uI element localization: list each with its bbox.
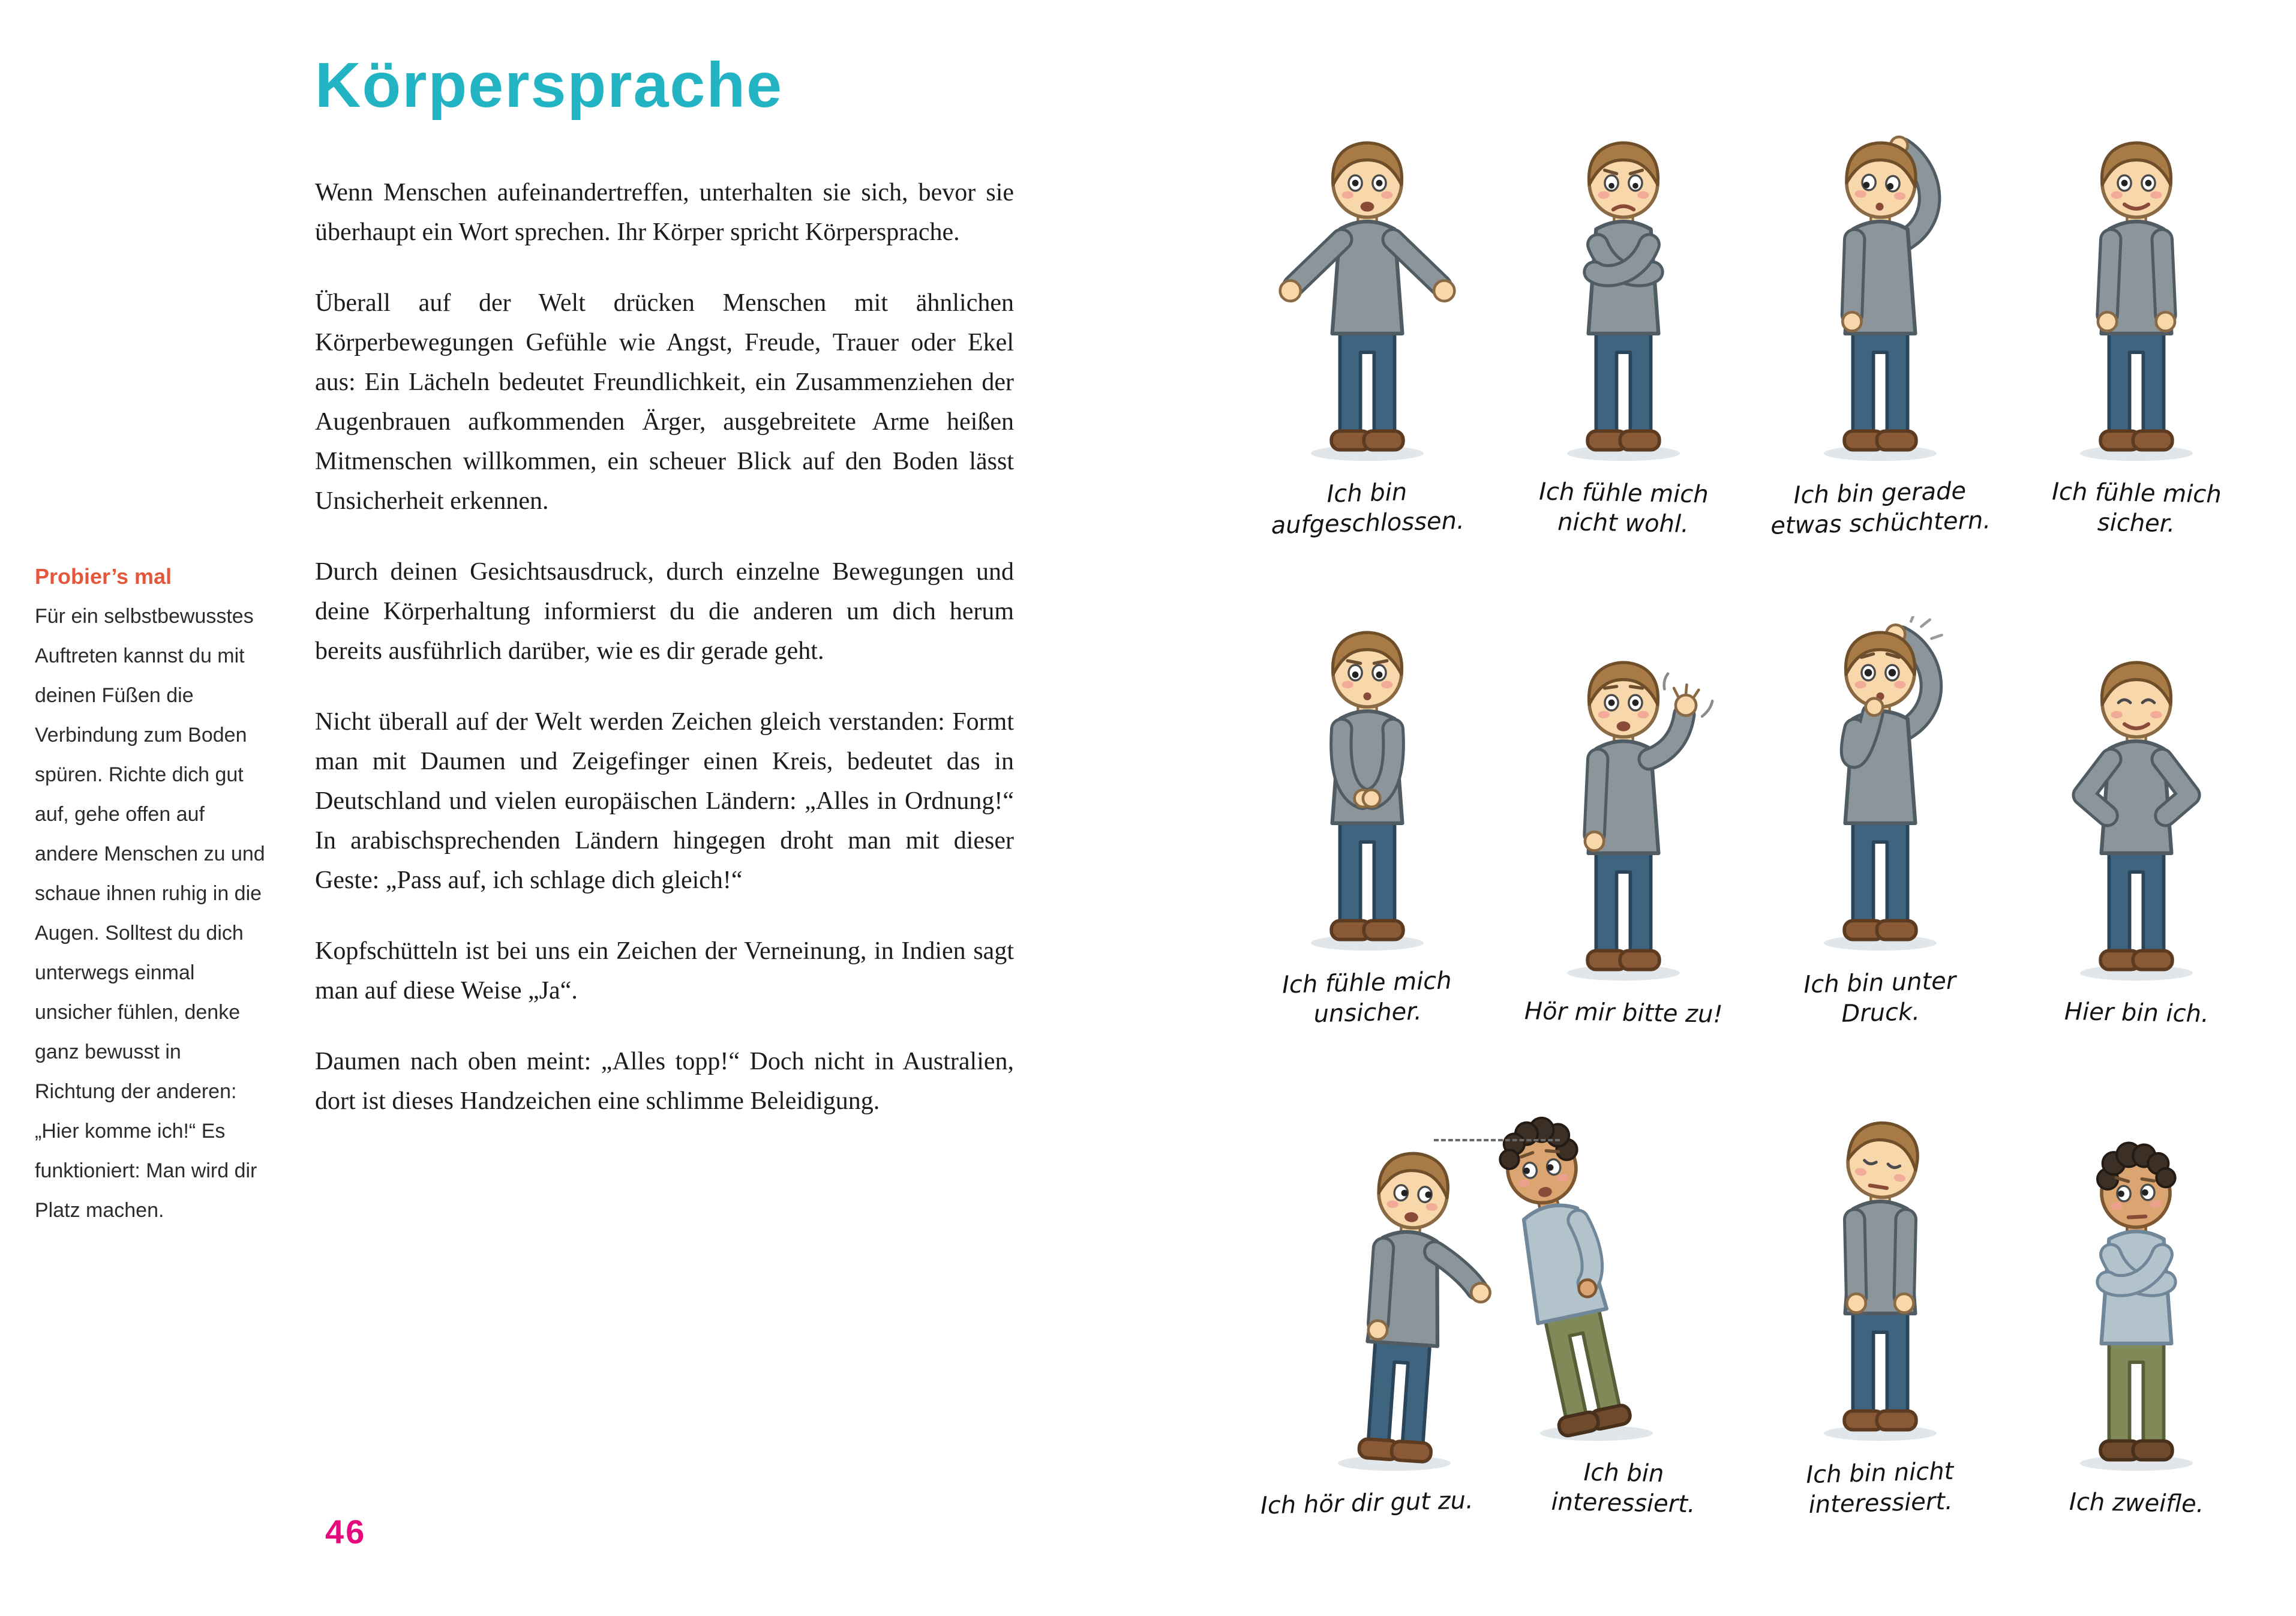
sidebar-tip-title: Probier’s mal: [35, 564, 172, 589]
illustration-cell: [1755, 556, 2006, 1029]
article-paragraph: Wenn Menschen aufeinandertreffen, unterhalten sie sich, bevor sie überhaupt ein Wort sprechen. Ihr Körper spricht Körpersprache.: [315, 179, 1014, 246]
illustration-caption: Hör mir bitte zu!: [1524, 997, 1723, 1029]
illustration-caption: Hier bin ich.: [2064, 998, 2209, 1029]
figure-under-pressure-illustration: [1778, 616, 1983, 958]
illustration-cell: [2012, 66, 2262, 538]
sidebar-tip-text: Für ein selbstbewusstes Auftreten kannst du mit deinen Füßen die Verbindung zum Boden spüren. Richte dich gut auf, gehe offen auf andere Menschen zu und schaue ihnen ruhig in die Augen. Solltest du dich unterwegs einmal unsicher fühlen, denke ganz bewusst in Richtung der anderen: „Hier komme ich!“ Es funktioniert: Man wird dir Platz machen.: [35, 605, 265, 1222]
illustration-cell: [1499, 556, 1749, 1029]
article-paragraph: Überall auf der Welt drücken Menschen mit ähnlichen Körperbewegungen Gefühle wie Angst, Freude, Trauer oder Ekel aus: Ein Lächeln bedeutet Freundlichkeit, ein Zusammenziehen der Augenbrauen aufkommenden Ärger, ausgebreitete Arme heißen Mitmenschen willkommen, ein scheuer Blick auf den Boden lässt Unsicherheit erkennen.: [315, 289, 1014, 515]
illustration-caption: Ich bin gerade etwas schüchtern.: [1770, 476, 1991, 540]
illustration-cell: [2012, 556, 2262, 1029]
page-title: Körpersprache: [315, 50, 784, 121]
illustration-caption: Ich fühle mich nicht wohl.: [1539, 478, 1709, 538]
figure-arms-crossed-unwell-illustration: [1521, 127, 1726, 469]
article-body: [315, 173, 1014, 1152]
figure-not-interested-illustration: [1778, 1107, 1983, 1449]
article-paragraph: Daumen nach oben meint: „Alles topp!“ Doch nicht in Australien, dort ist dieses Handzeichen eine schlimme Beleidigung.: [315, 1048, 1014, 1115]
gaze-dotted-line: [1434, 1139, 1560, 1141]
article-paragraph: Kopfschütteln ist bei uns ein Zeichen der Verneinung, in Indien sagt man auf diese Weise „Ja“.: [315, 937, 1014, 1005]
illustration-cell: [1242, 66, 1493, 538]
figure-talking-illustration: [1292, 1137, 1497, 1479]
figure-hands-on-hips-illustration: [2034, 646, 2239, 988]
figure-shy-illustration: [1778, 127, 1983, 469]
illustration-cell: [1499, 1046, 1749, 1518]
illustration-grid: [1242, 66, 2262, 1518]
illustration-caption: Ich bin nicht interessiert.: [1805, 1457, 1954, 1519]
illustration-cell: [1755, 66, 2006, 538]
article-paragraph: Nicht überall auf der Welt werden Zeichen gleich verstanden: Formt man mit Daumen und Zeigefinger einen Kreis, bedeutet das in Deutschland und vielen europäischen Ländern: „Alles in Ordnung!“ In arabischsprechenden Ländern hingegen droht man mit dieser Geste: „Pass auf, ich schlage dich gleich!“: [315, 708, 1014, 894]
illustration-cell: [1499, 66, 1749, 538]
sidebar-tip: [35, 557, 266, 1230]
figure-leaning-interested-illustration: [1494, 1107, 1699, 1449]
illustration-cell: [1242, 1046, 1493, 1518]
illustration-cell: [1242, 556, 1493, 1029]
illustration-caption: Ich bin interessiert.: [1551, 1458, 1696, 1519]
illustration-caption: Ich bin aufgeschlossen.: [1270, 478, 1464, 539]
figure-hand-raised-illustration: [1521, 646, 1726, 988]
illustration-caption: Ich bin unter Druck.: [1803, 967, 1956, 1029]
figure-confident-illustration: [2034, 127, 2239, 469]
illustration-caption: Ich zweifle.: [2069, 1488, 2204, 1518]
figure-hands-clasped-illustration: [1265, 616, 1470, 958]
figure-doubting-illustration: [2034, 1137, 2239, 1479]
illustration-caption: Ich fühle mich sicher.: [2052, 478, 2222, 538]
illustration-caption: Ich hör dir gut zu.: [1260, 1486, 1474, 1520]
illustration-cell: [1755, 1046, 2006, 1518]
figure-open-arms-illustration: [1265, 127, 1470, 469]
illustration-caption: Ich fühle mich unsicher.: [1281, 967, 1452, 1029]
article-paragraph: Durch deinen Gesichtsausdruck, durch einzelne Bewegungen und deine Körperhaltung informierst du die anderen um dich herum bereits ausführlich darüber, wie es dir gerade geht.: [315, 558, 1014, 665]
illustration-cell: [2012, 1046, 2262, 1518]
page-number: 46: [325, 1513, 367, 1551]
